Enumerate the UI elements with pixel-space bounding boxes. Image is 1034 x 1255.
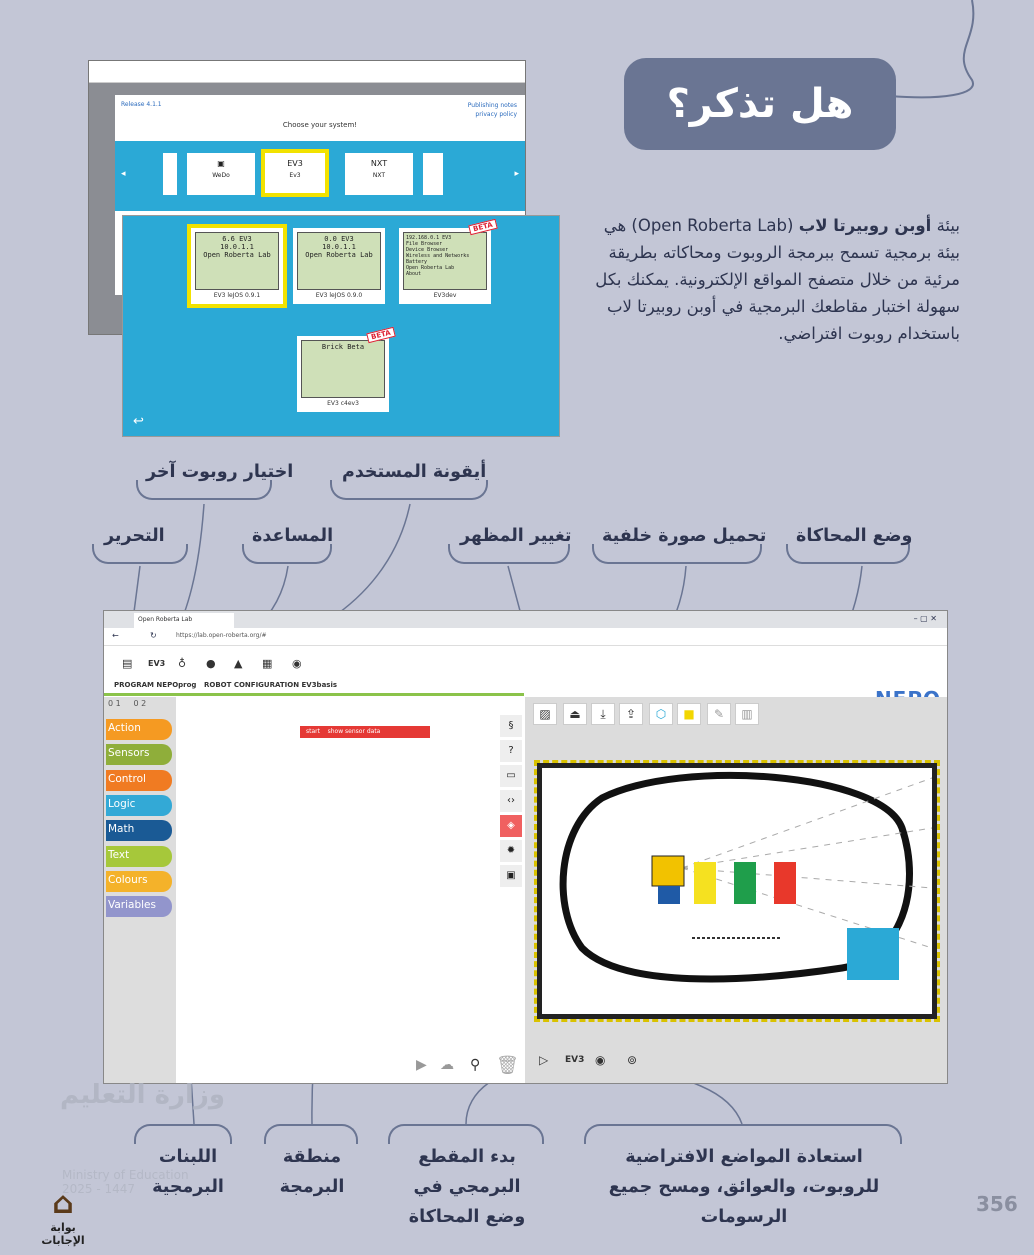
config-tab[interactable]: ROBOT CONFIGURATION EV3basis [204,681,338,689]
download-icon[interactable]: ⤓ [591,703,615,725]
color-square-icon[interactable]: ■ [677,703,701,725]
robot-view-icon[interactable]: ◈ [500,815,522,837]
label-bracket [388,1124,544,1144]
code-icon[interactable]: ‹› [500,790,522,812]
help-bulb-icon[interactable]: ♁ [178,657,187,670]
run-simulation-icon[interactable]: ▷ [539,1053,549,1067]
category-action[interactable]: Action [106,719,172,740]
label-programming-area: منطقة البرمجة [279,1147,345,1197]
category-colours[interactable]: Colours [106,871,172,892]
wedo-icon: ▣ [217,159,225,168]
comment-icon[interactable]: ▭ [500,765,522,787]
reset-position-icon[interactable]: ⊚ [627,1053,638,1067]
graduation-cap-icon[interactable]: ▲ [234,657,243,670]
user-icon[interactable]: ● [206,657,216,670]
tab-2[interactable]: 0 2 [133,699,147,708]
address-bar[interactable] [104,628,947,646]
category-variables[interactable]: Variables [106,896,172,917]
label-bracket [584,1124,902,1144]
portal-logo-icon: ⌂ [52,1186,74,1221]
ministry-logo-en: Ministry of Education 2025 - 1447 [62,1168,189,1196]
label-help: المساعدة [252,526,334,546]
label-sim-mode: وضع المحاكاة [796,526,913,546]
image-icon[interactable]: ▨ [533,703,557,725]
beta-badge: BETA [468,219,497,235]
tab-1[interactable]: 0 1 [108,699,121,708]
label-blocks: اللبنات البرمجية [152,1147,224,1197]
dollar-icon[interactable]: § [500,715,522,737]
publishing-notes-link[interactable]: Publishing notes [467,102,517,109]
programming-pane [104,697,524,1084]
label-bracket [264,1124,358,1144]
label-start-code: بدء المقطع البرمجي في وضع المحاكاة [408,1147,526,1227]
label-change-theme: تغيير المظهر [460,526,572,546]
label-user-icon: أيقونة المستخدم [342,462,487,482]
firmware-caption: EV3 leJOS 0.9.1 [213,292,261,299]
grid-icon[interactable]: ▦ [262,657,273,670]
upload-background-icon[interactable]: ⏏ [563,703,587,725]
lcd-screen: Brick Beta [301,340,385,398]
cube-icon[interactable]: ⬡ [649,703,673,725]
start-label: start [306,728,320,735]
system-wedo[interactable]: ▣ WeDo [187,153,255,195]
lcd-screen: 192.168.0.1 EV3 File Browser Device Browser Wireless and Networks Battery Open Roberta Lab About [403,232,487,290]
program-tab[interactable]: PROGRAM NEPOprog [114,681,197,689]
choose-system-prompt: Choose your system! [282,121,358,129]
tab-underline [104,693,524,696]
workspace-toolbox [500,715,522,890]
lcd-screen: 6.6 EV3 10.0.1.1 Open Roberta Lab [195,232,279,290]
reload-icon[interactable]: ↻ [150,631,157,640]
firmware-caption: EV3dev [433,292,457,299]
export-icon[interactable]: ⇪ [619,703,643,725]
system-nxt[interactable]: NXT NXT [345,153,413,195]
start-block[interactable] [300,726,430,738]
simulation-canvas[interactable] [537,763,937,1019]
trash-icon[interactable]: 🗑 [496,1055,519,1076]
privacy-policy-link[interactable]: privacy policy [475,111,517,118]
cloud-icon[interactable]: ☁ [440,1057,454,1073]
ministry-logo: وزارة التعليم [60,1080,225,1110]
sensor-label: show sensor data [327,728,381,735]
intro-paragraph: بيئة أوبن روبيرتا لاب (Open Roberta Lab) هي بيئة برمجية تسمح ببرمجة الروبوت ومحاكاته بطريقة مرئية من خلال متصفح المواقع الإلكترونية. يمكنك بكل سهولة اختبار مقاطعك البرمجية في أوبن روبيرتا لاب باستخدام روبوت افتراضي. [595,216,960,343]
question-icon[interactable]: ? [500,740,522,762]
category-sensors[interactable]: Sensors [106,744,172,765]
trash-icon[interactable]: ▥ [735,703,759,725]
label-bracket [134,1124,232,1144]
label-upload-background: تحميل صورة خلفية [602,526,767,546]
sim-scene [542,768,932,1014]
category-text[interactable]: Text [106,846,172,867]
play-small-icon[interactable]: ▶ [416,1057,427,1073]
window-controls-icon[interactable]: – ▢ ✕ [913,614,937,623]
release-text: Release 4.1.1 [121,101,162,108]
robot-ev3-button[interactable]: EV3 [565,1055,585,1065]
zoom-icon[interactable]: ⚲ [470,1057,481,1073]
url-text[interactable]: https://lab.open-roberta.org/# [176,632,267,639]
globe-icon[interactable]: ◉ [292,657,302,670]
label-choose-robot: اختيار روبوت آخر [146,462,294,482]
system-ev3[interactable]: EV3 Ev3 [261,149,329,197]
page-number: 356 [976,1192,1018,1216]
edit-icon[interactable]: ▤ [122,657,133,670]
arrow-left-icon[interactable]: ◂ [121,169,126,179]
simulation-pane [525,697,948,1084]
page-title: هل تذكر؟ [624,58,896,150]
category-logic[interactable]: Logic [106,795,172,816]
workspace-tabs [108,699,146,708]
robot-selector[interactable]: EV3 [148,659,166,668]
firmware-caption: EV3 c4ev3 [327,400,359,407]
label-reset: استعادة المواضع الافتراضية للروبوت، والعوائق، ومسح جميع الرسومات [608,1147,880,1227]
pencil-icon[interactable]: ✎ [707,703,731,725]
browser-tabbar [104,611,947,628]
sound-icon[interactable]: ◉ [595,1053,606,1067]
arrow-right-icon[interactable]: ▸ [514,169,519,179]
answers-portal-badge [28,1186,98,1248]
back-arrow-icon[interactable]: ← [112,631,119,640]
gear-icon[interactable]: ✹ [500,840,522,862]
terminal-icon[interactable]: ▣ [500,865,522,887]
lab-navbar [104,647,947,681]
label-edit: التحرير [104,526,165,546]
category-control[interactable]: Control [106,770,172,791]
beta-badge: BETA [366,327,395,343]
open-roberta-screenshot [103,610,948,1084]
category-math[interactable]: Math [106,820,172,841]
browser-tab[interactable]: Open Roberta Lab [134,613,234,628]
firmware-caption: EV3 leJOS 0.9.0 [315,292,363,299]
lcd-screen: 0.0 EV3 10.0.1.1 Open Roberta Lab [297,232,381,290]
back-icon[interactable]: ↩ [133,414,144,429]
portal-name: بوابة الإجابات [41,1221,85,1247]
